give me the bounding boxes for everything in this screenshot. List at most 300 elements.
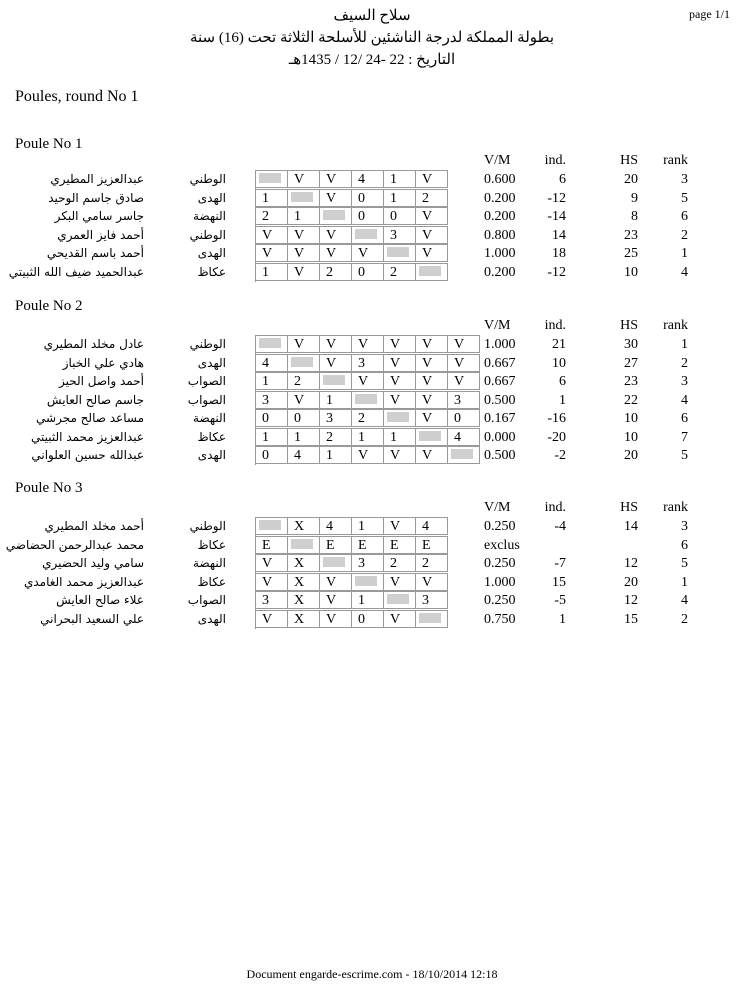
bout-cell: X bbox=[288, 610, 320, 628]
bout-cell: V bbox=[352, 372, 384, 390]
self-bout-shade bbox=[419, 266, 441, 276]
column-header-rank: rank bbox=[663, 500, 688, 515]
bout-cell-self bbox=[320, 372, 352, 390]
bout-grid bbox=[255, 244, 448, 263]
column-header-hs: HS bbox=[620, 153, 638, 168]
stat-hs: 12 bbox=[624, 593, 638, 608]
bout-cell: V bbox=[384, 610, 416, 628]
bout-cell: V bbox=[384, 335, 416, 353]
bout-cell: V bbox=[320, 189, 352, 207]
fencer-club: الوطني bbox=[189, 172, 226, 186]
bout-cell: V bbox=[416, 354, 448, 372]
bout-cell: V bbox=[448, 335, 480, 353]
bout-cell: E bbox=[256, 536, 288, 554]
page-number: page 1/1 bbox=[689, 7, 730, 21]
bout-cell-self bbox=[256, 517, 288, 535]
fencer-name: عادل مخلد المطيري bbox=[43, 337, 144, 351]
fencer-club: الهدى bbox=[197, 190, 226, 205]
bout-cell: 0 bbox=[384, 207, 416, 225]
fencer-row bbox=[0, 335, 744, 354]
bout-cell: V bbox=[448, 354, 480, 372]
bout-cell: 0 bbox=[256, 446, 288, 464]
bout-cell: V bbox=[288, 244, 320, 262]
column-header-ind: ind. bbox=[544, 500, 566, 515]
stat-vm: 0.500 bbox=[484, 392, 516, 408]
bout-cell: 2 bbox=[352, 409, 384, 427]
bout-cell: V bbox=[256, 244, 288, 262]
fencer-club: النهضة bbox=[193, 209, 226, 223]
stat-ind: 6 bbox=[559, 172, 566, 187]
stat-rank: 6 bbox=[681, 411, 688, 426]
bout-cell: 1 bbox=[288, 428, 320, 446]
bout-cell: 1 bbox=[352, 591, 384, 609]
bout-grid bbox=[255, 354, 480, 373]
self-bout-shade bbox=[355, 229, 377, 239]
bout-cell: V bbox=[352, 244, 384, 262]
self-bout-shade bbox=[387, 247, 409, 257]
bout-cell: 0 bbox=[352, 610, 384, 628]
self-bout-shade bbox=[259, 338, 281, 348]
bout-cell: 3 bbox=[352, 354, 384, 372]
stat-rank: 5 bbox=[681, 190, 688, 206]
stat-ind: 15 bbox=[552, 574, 566, 590]
fencer-club: عكاظ bbox=[197, 574, 226, 589]
stat-hs: 15 bbox=[624, 611, 638, 627]
bout-cell: X bbox=[288, 517, 320, 535]
stat-vm: 1.000 bbox=[484, 337, 516, 352]
fencer-name: محمد عبدالرحمن الحضاضي bbox=[5, 537, 144, 552]
fencer-club: عكاظ bbox=[197, 264, 226, 279]
self-bout-shade bbox=[259, 173, 281, 183]
bout-cell: 2 bbox=[384, 263, 416, 281]
bout-cell-self bbox=[320, 207, 352, 225]
bout-grid bbox=[255, 170, 448, 189]
bout-cell-self bbox=[448, 446, 480, 464]
bout-cell-self bbox=[256, 170, 288, 188]
bout-cell: V bbox=[384, 354, 416, 372]
stat-hs: 8 bbox=[631, 209, 638, 224]
fencer-club: الهدى bbox=[197, 355, 226, 370]
bout-cell: V bbox=[416, 244, 448, 262]
stat-vm: exclus bbox=[484, 537, 520, 553]
bout-grid bbox=[255, 554, 448, 573]
bout-cell: V bbox=[416, 446, 448, 464]
column-header-hs: HS bbox=[620, 318, 638, 333]
bout-grid bbox=[255, 536, 448, 555]
bout-cell: V bbox=[288, 263, 320, 281]
fencer-row bbox=[0, 591, 744, 610]
bout-cell: 0 bbox=[352, 263, 384, 281]
stat-vm: 0.500 bbox=[484, 448, 516, 463]
bout-cell: 1 bbox=[256, 263, 288, 281]
fencer-row bbox=[0, 536, 744, 555]
bout-grid bbox=[255, 610, 448, 629]
stat-hs: 30 bbox=[624, 337, 638, 352]
fencer-name: أحمد مخلد المطيري bbox=[44, 519, 144, 533]
stat-ind: 1 bbox=[559, 392, 566, 408]
self-bout-shade bbox=[323, 210, 345, 220]
bout-cell-self bbox=[384, 244, 416, 262]
stat-ind: -12 bbox=[547, 190, 566, 206]
poule-title: Poule No 2 bbox=[15, 298, 83, 314]
weapon-title: سلاح السيف bbox=[333, 8, 411, 24]
bout-cell: 1 bbox=[352, 517, 384, 535]
fencer-club: الوطني bbox=[189, 337, 226, 351]
bout-grid bbox=[255, 391, 480, 410]
bout-cell: 1 bbox=[384, 189, 416, 207]
stat-ind: -12 bbox=[547, 264, 566, 280]
bout-cell: 0 bbox=[352, 189, 384, 207]
stat-rank: 3 bbox=[681, 374, 688, 389]
stat-rank: 2 bbox=[681, 355, 688, 371]
fencer-row bbox=[0, 354, 744, 373]
bout-cell: V bbox=[384, 517, 416, 535]
stat-vm: 0.250 bbox=[484, 556, 516, 571]
fencer-name: علي السعيد البحراني bbox=[40, 611, 144, 626]
fencer-row bbox=[0, 573, 744, 592]
fencer-club: الهدى bbox=[197, 246, 226, 260]
bout-cell: V bbox=[416, 573, 448, 591]
self-bout-shade bbox=[387, 594, 409, 604]
stat-hs: 23 bbox=[624, 374, 638, 389]
self-bout-shade bbox=[419, 613, 441, 623]
fencer-club: عكاظ bbox=[197, 537, 226, 552]
bout-cell: 1 bbox=[320, 391, 352, 409]
stat-ind: 10 bbox=[552, 355, 566, 371]
bout-grid bbox=[255, 517, 448, 536]
bout-cell: 1 bbox=[352, 428, 384, 446]
fencer-row bbox=[0, 517, 744, 536]
bout-cell: 4 bbox=[288, 446, 320, 464]
fencer-name: هادي علي الخباز bbox=[62, 355, 144, 370]
bout-cell: 4 bbox=[256, 354, 288, 372]
stat-hs: 10 bbox=[624, 411, 638, 426]
stat-vm: 0.250 bbox=[484, 593, 516, 608]
stat-vm: 0.750 bbox=[484, 611, 516, 627]
bout-cell: 3 bbox=[384, 226, 416, 244]
fencer-club: الصواب bbox=[187, 374, 226, 388]
stat-hs: 10 bbox=[624, 429, 638, 445]
bout-cell: V bbox=[416, 372, 448, 390]
stat-ind: -5 bbox=[554, 593, 566, 608]
bout-cell: V bbox=[288, 335, 320, 353]
self-bout-shade bbox=[355, 576, 377, 586]
bout-cell: V bbox=[256, 554, 288, 572]
fencer-row bbox=[0, 170, 744, 189]
bout-grid bbox=[255, 189, 448, 208]
self-bout-shade bbox=[323, 557, 345, 567]
stat-ind: -20 bbox=[547, 429, 566, 445]
stat-ind: -14 bbox=[547, 209, 566, 224]
stat-rank: 4 bbox=[681, 264, 688, 280]
fencer-row bbox=[0, 207, 744, 226]
stat-ind: -4 bbox=[554, 519, 566, 534]
bout-cell: 4 bbox=[352, 170, 384, 188]
stat-rank: 7 bbox=[681, 429, 688, 445]
stat-vm: 0.667 bbox=[484, 374, 516, 389]
stat-ind: 21 bbox=[552, 337, 566, 352]
bout-cell: V bbox=[320, 335, 352, 353]
championship-title: بطولة المملكة لدرجة الناشئين للأسلحة الثلاثة تحت (16) سنة bbox=[189, 30, 555, 46]
bout-grid bbox=[255, 591, 448, 610]
fencer-row bbox=[0, 554, 744, 573]
bout-cell: 2 bbox=[384, 554, 416, 572]
bout-cell: 2 bbox=[416, 554, 448, 572]
bout-cell: X bbox=[288, 591, 320, 609]
bout-grid bbox=[255, 573, 448, 592]
stat-ind: -2 bbox=[554, 448, 566, 463]
stat-vm: 0.600 bbox=[484, 172, 516, 187]
bout-cell-self bbox=[416, 263, 448, 281]
column-header-vm: V/M bbox=[484, 153, 511, 168]
stat-hs: 27 bbox=[624, 355, 638, 371]
bout-cell: 2 bbox=[416, 189, 448, 207]
bout-cell: 1 bbox=[256, 428, 288, 446]
stat-hs: 10 bbox=[624, 264, 638, 280]
stat-rank: 6 bbox=[681, 537, 688, 553]
footer: Document engarde-escrime.com - 18/10/2014 12:18 bbox=[246, 967, 498, 981]
bout-cell: V bbox=[320, 573, 352, 591]
fencer-name: عبدالعزيز المطيري bbox=[50, 172, 144, 186]
bout-cell: E bbox=[416, 536, 448, 554]
bout-cell: V bbox=[288, 170, 320, 188]
stat-rank: 4 bbox=[681, 593, 688, 608]
bout-cell: V bbox=[256, 226, 288, 244]
round-title: Poules, round No 1 bbox=[15, 88, 139, 105]
bout-cell: V bbox=[352, 335, 384, 353]
bout-cell: V bbox=[320, 226, 352, 244]
fencer-name: أحمد واصل الحيز bbox=[58, 374, 144, 388]
stat-vm: 0.167 bbox=[484, 411, 516, 426]
fencer-name: صادق جاسم الوحيد bbox=[48, 190, 144, 205]
bout-cell: V bbox=[416, 207, 448, 225]
bout-cell: V bbox=[320, 354, 352, 372]
stat-ind: 6 bbox=[559, 374, 566, 389]
fencer-name: جاسم صالح العايش bbox=[46, 392, 144, 407]
bout-cell: E bbox=[352, 536, 384, 554]
bout-cell: 3 bbox=[416, 591, 448, 609]
bout-cell: 1 bbox=[384, 428, 416, 446]
bout-cell: 4 bbox=[416, 517, 448, 535]
stat-rank: 1 bbox=[681, 337, 688, 352]
stat-rank: 2 bbox=[681, 227, 688, 243]
date-line: التاريخ : 22 -24 /12 / 1435هـ bbox=[288, 52, 456, 68]
stat-rank: 3 bbox=[681, 519, 688, 534]
bout-cell: 2 bbox=[320, 428, 352, 446]
column-header-ind: ind. bbox=[544, 153, 566, 168]
bout-cell: V bbox=[320, 610, 352, 628]
bout-cell: 4 bbox=[320, 517, 352, 535]
fencer-club: النهضة bbox=[193, 556, 226, 570]
bout-grid bbox=[255, 446, 480, 465]
bout-grid bbox=[255, 207, 448, 226]
self-bout-shade bbox=[451, 449, 473, 459]
self-bout-shade bbox=[291, 357, 313, 367]
fencer-name: عبدالعزيز محمد الغامدي bbox=[23, 574, 144, 589]
stat-ind: 14 bbox=[552, 227, 566, 243]
stat-rank: 4 bbox=[681, 392, 688, 408]
stat-hs: 25 bbox=[624, 246, 638, 261]
fencer-club: الوطني bbox=[189, 519, 226, 533]
fencer-name: أحمد باسم القديحي bbox=[46, 246, 144, 260]
bout-cell-self bbox=[256, 335, 288, 353]
fencer-name: عبدالله حسين العلواني bbox=[31, 448, 144, 462]
bout-cell: 1 bbox=[384, 170, 416, 188]
bout-cell: 1 bbox=[320, 446, 352, 464]
fencer-row bbox=[0, 446, 744, 465]
fencer-row bbox=[0, 263, 744, 282]
stat-hs: 12 bbox=[624, 556, 638, 571]
self-bout-shade bbox=[291, 192, 313, 202]
bout-cell-self bbox=[352, 226, 384, 244]
stat-vm: 0.667 bbox=[484, 355, 516, 371]
stat-vm: 0.200 bbox=[484, 190, 516, 206]
bout-cell: V bbox=[320, 170, 352, 188]
stat-rank: 5 bbox=[681, 448, 688, 463]
stat-vm: 0.000 bbox=[484, 429, 516, 445]
bout-cell: 1 bbox=[256, 372, 288, 390]
bout-cell-self bbox=[416, 428, 448, 446]
fencer-name: أحمد فايز العمري bbox=[57, 227, 144, 242]
stat-rank: 1 bbox=[681, 246, 688, 261]
stat-rank: 3 bbox=[681, 172, 688, 187]
fencer-club: الهدى bbox=[197, 448, 226, 462]
bout-cell: 2 bbox=[288, 372, 320, 390]
fencer-name: مساعد صالح مجرشي bbox=[36, 411, 144, 425]
stat-rank: 5 bbox=[681, 556, 688, 571]
fencer-club: النهضة bbox=[193, 411, 226, 425]
fencer-name: سامي وليد الحضيري bbox=[42, 556, 144, 570]
bout-grid bbox=[255, 428, 480, 447]
bout-cell-self bbox=[352, 391, 384, 409]
bout-cell: 0 bbox=[448, 409, 480, 427]
bout-cell: 2 bbox=[320, 263, 352, 281]
fencer-club: الهدى bbox=[197, 611, 226, 626]
self-bout-shade bbox=[419, 431, 441, 441]
bout-cell: V bbox=[416, 335, 448, 353]
bout-cell: V bbox=[320, 244, 352, 262]
bout-cell: 0 bbox=[352, 207, 384, 225]
bout-cell: 3 bbox=[320, 409, 352, 427]
stat-vm: 0.800 bbox=[484, 227, 516, 243]
column-header-rank: rank bbox=[663, 153, 688, 168]
stat-hs: 14 bbox=[624, 519, 638, 534]
fencer-row bbox=[0, 409, 744, 428]
bout-cell: X bbox=[288, 573, 320, 591]
bout-cell: V bbox=[384, 446, 416, 464]
self-bout-shade bbox=[355, 394, 377, 404]
bout-grid bbox=[255, 335, 480, 354]
fencer-row bbox=[0, 226, 744, 245]
bout-cell: 3 bbox=[256, 591, 288, 609]
fencer-row bbox=[0, 189, 744, 208]
bout-cell-self bbox=[320, 554, 352, 572]
stat-vm: 1.000 bbox=[484, 246, 516, 261]
bout-cell-self bbox=[384, 591, 416, 609]
stat-hs: 9 bbox=[631, 190, 638, 206]
fencer-row bbox=[0, 428, 744, 447]
bout-cell-self bbox=[288, 536, 320, 554]
bout-grid bbox=[255, 409, 480, 428]
stat-ind: -7 bbox=[554, 556, 566, 571]
bout-cell: V bbox=[416, 409, 448, 427]
fencer-row bbox=[0, 372, 744, 391]
stat-vm: 0.200 bbox=[484, 209, 516, 224]
stat-ind: -16 bbox=[547, 411, 566, 426]
bout-grid bbox=[255, 226, 448, 245]
self-bout-shade bbox=[259, 520, 281, 530]
stat-rank: 1 bbox=[681, 574, 688, 590]
bout-cell-self bbox=[416, 610, 448, 628]
stat-hs: 23 bbox=[624, 227, 638, 243]
column-header-rank: rank bbox=[663, 318, 688, 333]
bout-cell: V bbox=[352, 446, 384, 464]
poule-title: Poule No 1 bbox=[15, 136, 83, 152]
bout-cell: 3 bbox=[448, 391, 480, 409]
bout-cell: V bbox=[256, 610, 288, 628]
fencer-name: علاء صالح العايش bbox=[56, 593, 144, 607]
self-bout-shade bbox=[323, 375, 345, 385]
fencer-club: الوطني bbox=[189, 227, 226, 242]
bout-cell-self bbox=[288, 354, 320, 372]
fencer-club: عكاظ bbox=[197, 429, 226, 444]
fencer-row bbox=[0, 391, 744, 410]
fencer-row bbox=[0, 610, 744, 629]
bout-cell: V bbox=[384, 372, 416, 390]
bout-cell: 4 bbox=[448, 428, 480, 446]
stat-vm: 0.200 bbox=[484, 264, 516, 280]
bout-cell: V bbox=[416, 391, 448, 409]
bout-cell: 0 bbox=[288, 409, 320, 427]
stat-ind: 18 bbox=[552, 246, 566, 261]
stat-vm: 1.000 bbox=[484, 574, 516, 590]
stat-hs: 20 bbox=[624, 574, 638, 590]
bout-cell: 2 bbox=[256, 207, 288, 225]
bout-cell: V bbox=[384, 573, 416, 591]
fencer-club: الصواب bbox=[187, 392, 226, 407]
bout-grid bbox=[255, 263, 448, 282]
stat-rank: 6 bbox=[681, 209, 688, 224]
bout-cell: 0 bbox=[256, 409, 288, 427]
bout-cell-self bbox=[288, 189, 320, 207]
self-bout-shade bbox=[387, 412, 409, 422]
stat-hs: 22 bbox=[624, 392, 638, 408]
bout-cell: 3 bbox=[352, 554, 384, 572]
bout-cell: V bbox=[256, 573, 288, 591]
column-header-vm: V/M bbox=[484, 318, 511, 333]
bout-cell-self bbox=[352, 573, 384, 591]
bout-cell-self bbox=[384, 409, 416, 427]
bout-cell: 1 bbox=[288, 207, 320, 225]
stat-hs: 20 bbox=[624, 172, 638, 187]
bout-cell: V bbox=[384, 391, 416, 409]
bout-cell: 1 bbox=[256, 189, 288, 207]
column-header-ind: ind. bbox=[544, 318, 566, 333]
bout-grid bbox=[255, 372, 480, 391]
self-bout-shade bbox=[291, 539, 313, 549]
bout-cell: E bbox=[320, 536, 352, 554]
poule-title: Poule No 3 bbox=[15, 480, 83, 496]
fencer-name: جاسر سامي البكر bbox=[54, 209, 144, 223]
bout-cell: V bbox=[416, 170, 448, 188]
fencer-club: الصواب bbox=[187, 593, 226, 607]
stat-rank: 2 bbox=[681, 611, 688, 627]
bout-cell: V bbox=[320, 591, 352, 609]
bout-cell: E bbox=[384, 536, 416, 554]
bout-cell: X bbox=[288, 554, 320, 572]
fencer-row bbox=[0, 244, 744, 263]
fencer-name: عبدالعزيز محمد الثبيتي bbox=[31, 429, 144, 444]
